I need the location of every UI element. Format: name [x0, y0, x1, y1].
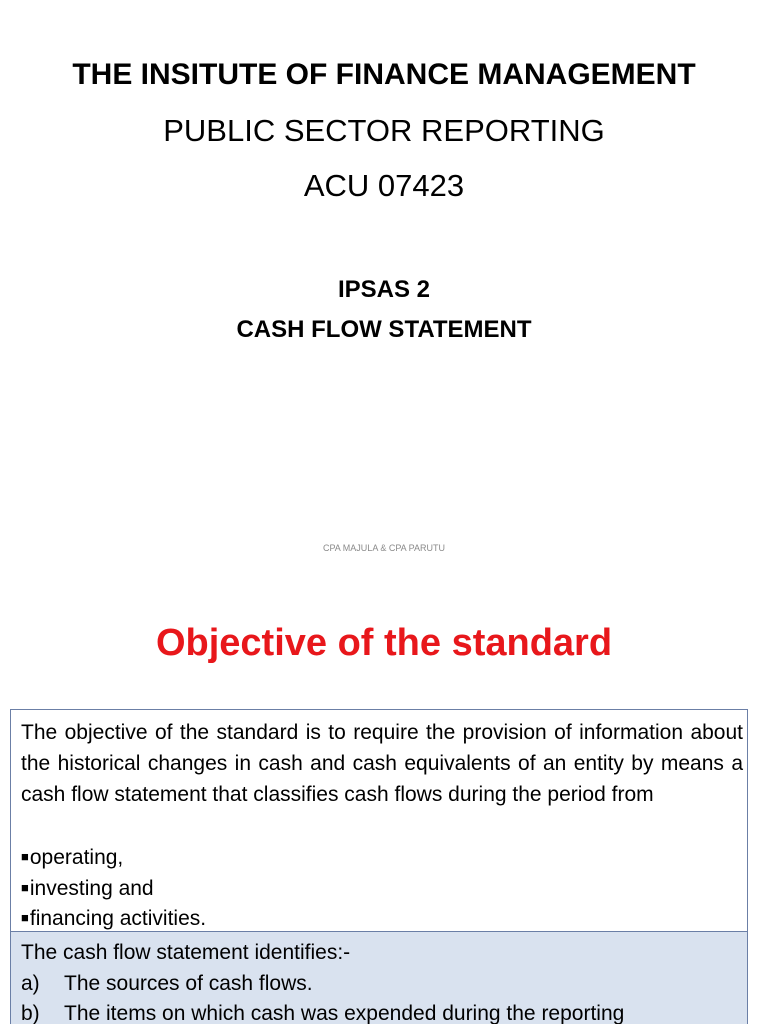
list-item — [21, 998, 624, 1024]
course-code: ACU 07423 — [303, 168, 465, 203]
topic-title: CASH FLOW STATEMENT — [236, 316, 532, 343]
list-item: ■investing and — [21, 877, 154, 900]
item-text: The sources of cash flows. — [64, 972, 313, 995]
course-name: PUBLIC SECTOR REPORTING — [163, 113, 605, 148]
item-label: a) — [21, 972, 40, 995]
institute-name: THE INSITUTE OF FINANCE MANAGEMENT — [72, 58, 696, 91]
standard-name: IPSAS 2 — [337, 276, 431, 303]
objective-paragraph: The objective of the standard is to require the provision of information about the historical changes in cash and cash equivalents of an entity by means a cash flow statement that classifies cash flows during the period from — [21, 721, 743, 806]
list-item — [21, 968, 313, 999]
identifies-box — [10, 932, 748, 1024]
objective-box — [10, 709, 748, 932]
objective-slide — [0, 576, 768, 1024]
slide-title: Objective of the standard — [155, 622, 613, 664]
item-label: b) — [21, 1002, 40, 1024]
list-item: ■operating, — [21, 846, 124, 869]
bullet-icon: ■ — [21, 880, 29, 895]
slide-footer: CPA MAJULA & CPA PARUTU — [322, 543, 446, 553]
item-text: The items on which cash was expended during the reporting — [64, 1002, 625, 1024]
bullet-icon: ■ — [21, 910, 29, 925]
bullet-icon: ■ — [21, 849, 29, 864]
identifies-intro: The cash flow statement identifies:- — [21, 941, 351, 964]
list-item: ■financing activities. — [21, 907, 207, 930]
